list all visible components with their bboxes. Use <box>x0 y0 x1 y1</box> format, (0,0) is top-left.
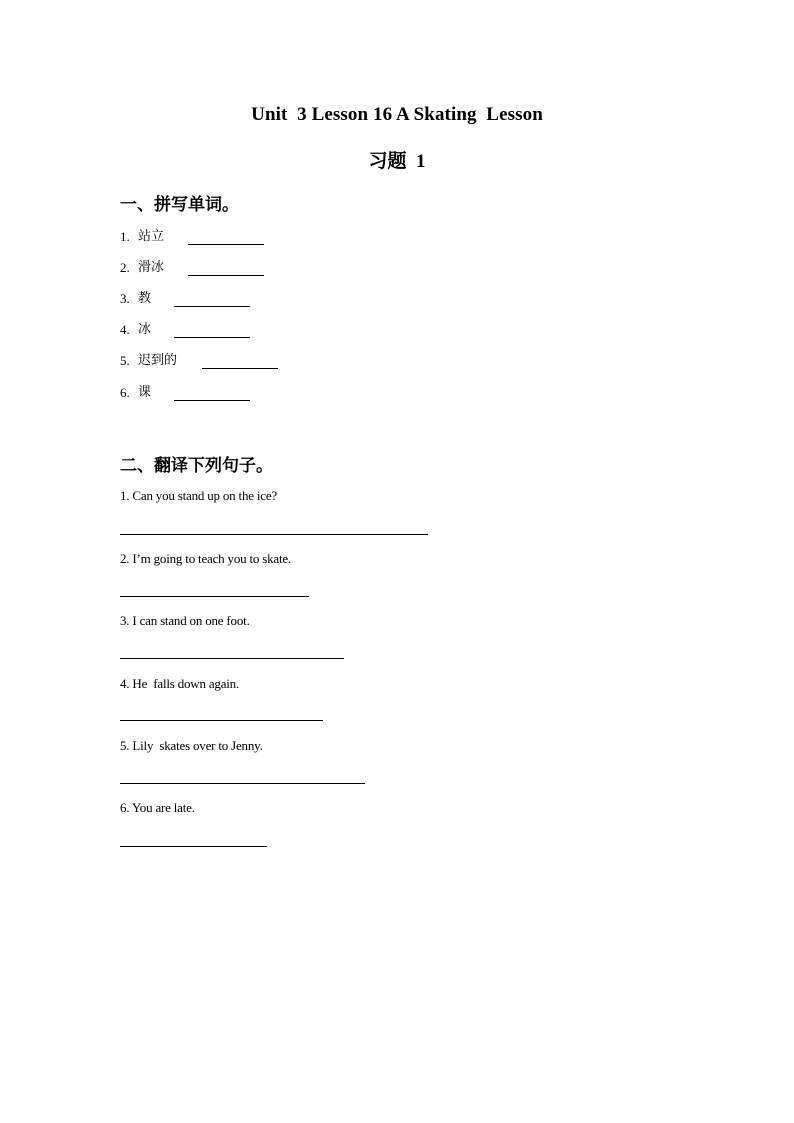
sentence-prompt: 6. You are late. <box>120 800 195 815</box>
chinese-word: 冰 <box>138 322 152 337</box>
spelling-item <box>120 290 250 308</box>
sentence-prompt: 1. Can you stand up on the ice? <box>120 488 277 503</box>
answer-blank[interactable] <box>202 354 278 369</box>
spelling-item <box>120 352 278 370</box>
answer-line[interactable] <box>120 846 267 847</box>
answer-line[interactable] <box>120 783 365 784</box>
item-number: 5. <box>120 353 130 368</box>
section-heading-translation: 二、翻译下列句子。 <box>120 456 273 476</box>
sentence-prompt: 5. Lily skates over to Jenny. <box>120 738 263 753</box>
spelling-item <box>120 228 264 246</box>
item-number: 3. <box>120 291 130 306</box>
answer-blank[interactable] <box>174 386 250 401</box>
chinese-word: 滑冰 <box>138 260 165 275</box>
chinese-word: 站立 <box>138 229 165 244</box>
item-number: 4. <box>120 322 130 337</box>
answer-line[interactable] <box>120 658 344 659</box>
sentence-prompt: 2. I’m going to teach you to skate. <box>120 551 291 566</box>
sentence-prompt: 4. He falls down again. <box>120 676 240 691</box>
answer-blank[interactable] <box>188 261 264 276</box>
section-heading-spelling: 一、拼写单词。 <box>120 195 239 215</box>
answer-blank[interactable] <box>188 230 264 245</box>
answer-blank[interactable] <box>174 323 250 338</box>
exercise-subtitle: 习题 1 <box>368 151 426 172</box>
item-number: 6. <box>120 385 130 400</box>
answer-line[interactable] <box>120 720 323 721</box>
answer-blank[interactable] <box>174 292 250 307</box>
answer-line[interactable] <box>120 534 428 535</box>
page-title: Unit 3 Lesson 16 A Skating Lesson <box>251 104 543 125</box>
spelling-item <box>120 259 264 277</box>
spelling-item <box>120 321 250 339</box>
answer-line[interactable] <box>120 596 309 597</box>
sentence-prompt: 3. I can stand on one foot. <box>120 613 250 628</box>
item-number: 2. <box>120 260 130 275</box>
chinese-word: 教 <box>138 291 152 306</box>
chinese-word: 课 <box>138 385 152 400</box>
item-number: 1. <box>120 229 130 244</box>
spelling-item <box>120 384 250 402</box>
chinese-word: 迟到的 <box>138 353 178 368</box>
